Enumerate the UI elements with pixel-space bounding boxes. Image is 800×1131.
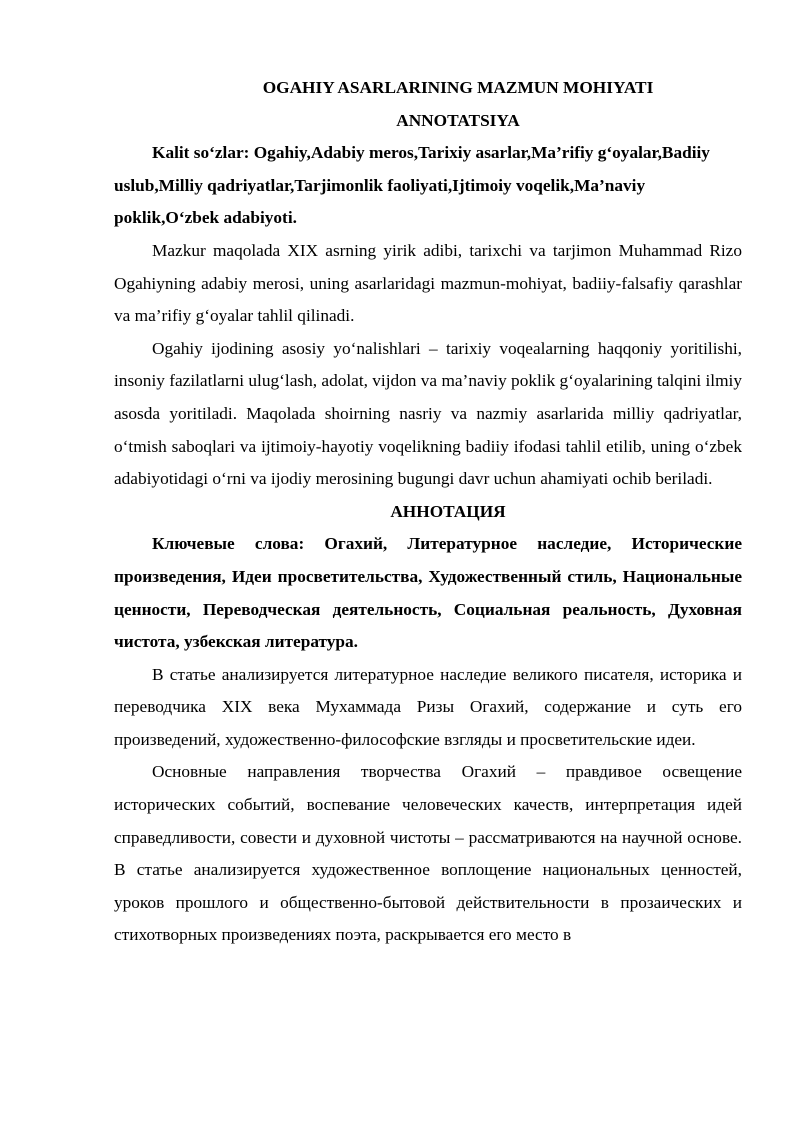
keywords-uz: Kalit so‘zlar: Ogahiy,Adabiy meros,Tarixiy asarlar,Ma’rifiy g‘oyalar,Badiiy uslub,Milliy qadriyatlar,Tarjimonlik faoliyati,Ijtimoiy voqelik,Ma’naviy poklik,O‘zbek adabiyoti.	[114, 143, 710, 228]
abstract-paragraph-ru-2: Основные направления творчества Огахий – правдивое освещение исторических событий, воспевание человеческих качеств, интерпретация идей справедливости, совести и духовной чистоты – рассматриваются на научной основе. В статье анализируется художественное воплощение национальных ценностей, уроков прошлого и общественно-бытовой действительности в прозаических и стихотворных произведениях поэта, раскрывается его место в	[114, 762, 742, 945]
abstract-paragraph-uz-2: Ogahiy ijodining asosiy yo‘nalishlari – tarixiy voqealarning haqqoniy yoritilishi, insoniy fazilatlarni ulug‘lash, adolat, vijdon va ma’naviy poklik g‘oyalarining talqini ilmiy asosda yoritiladi. Maqolada shoirning nasriy va nazmiy asarlarida milliy qadriyatlar, o‘tmish saboqlari va ijtimoiy-hayotiy voqelikning badiiy ifodasi tahlil etilib, uning o‘zbek adabiyotidagi o‘rni va ijodiy merosining bugungi davr uchun ahamiyati ochib beriladi.	[114, 338, 742, 489]
annotation-heading-ru: АННОТАЦИЯ	[390, 501, 506, 521]
keywords-ru: Ключевые слова: Огахий, Литературное наследие, Исторические произведения, Идеи просветительства, Художественный стиль, Национальные ценности, Переводческая деятельность, Социальная реальность, Духовная чистота, узбекская литература.	[114, 534, 742, 652]
document-title: OGAHIY ASARLARINING MAZMUN MOHIYATI	[262, 78, 654, 97]
document-page	[114, 72, 742, 952]
annotation-heading-uz: ANNOTATSIYA	[396, 110, 520, 130]
abstract-paragraph-ru-1: В статье анализируется литературное наследие великого писателя, историка и переводчика XIX века Мухаммада Ризы Огахий, содержание и суть его произведений, художественно-философские взгляды и просветительские идеи.	[114, 664, 742, 749]
abstract-paragraph-uz-1: Mazkur maqolada XIX asrning yirik adibi, tarixchi va tarjimon Muhammad Rizo Ogahiyning adabiy merosi, uning asarlaridagi mazmun-mohiyat, badiiy-falsafiy qarashlar va ma’rifiy g‘oyalar tahlil qilinadi.	[114, 240, 742, 326]
